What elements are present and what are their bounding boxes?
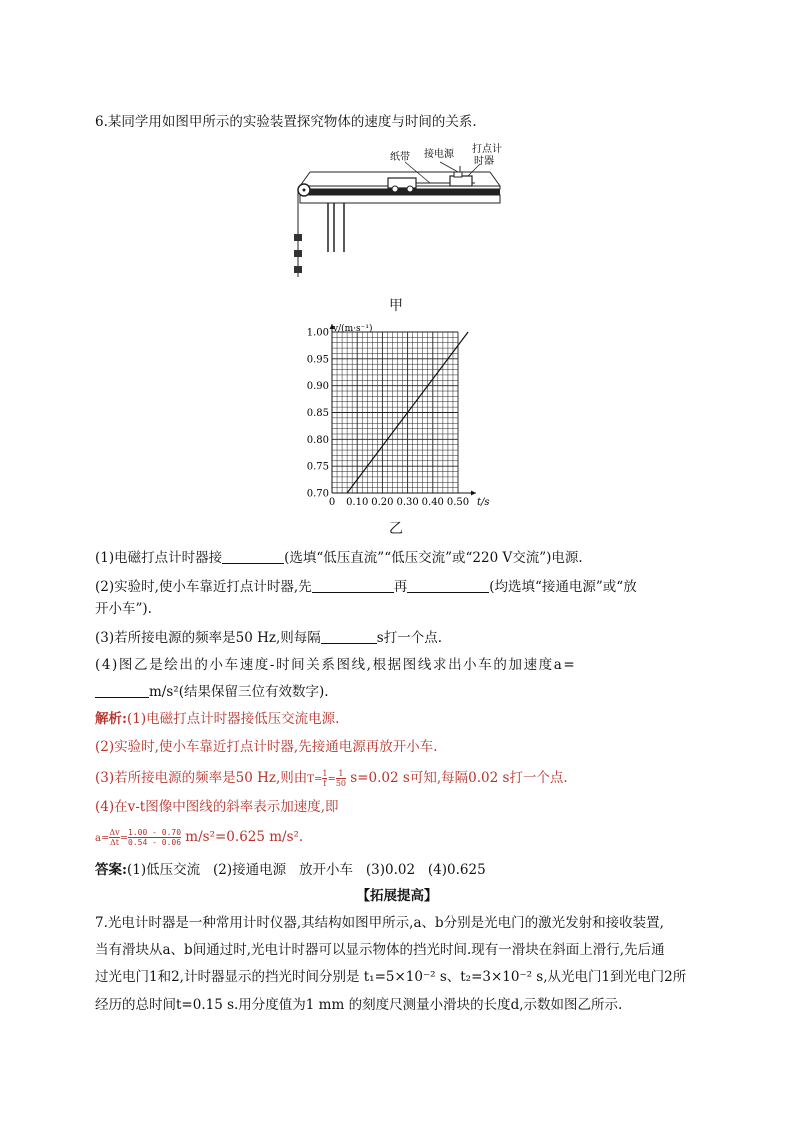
label-timer-2: 时器 — [474, 156, 494, 167]
y-tick-label: 0.75 — [306, 461, 329, 473]
x-tick-label: 0 — [328, 497, 336, 508]
analysis-2: (2)实验时,使小车靠近打点计时器,先接通电源再放开小车. — [95, 739, 438, 755]
y-tick-label: 0.95 — [306, 354, 329, 366]
question7-line4: 经历的总时间t=0.15 s.用分度值为1 mm 的刻度尺测量小滑块的长度d,示数如图乙所示. — [95, 997, 623, 1013]
track-board — [300, 189, 500, 195]
analysis-1: 解析:(1)电磁打点计时器接低压交流电源. — [95, 711, 340, 727]
x-tick-label: 0.10 — [346, 497, 369, 508]
x-axis-label: t/s — [477, 497, 490, 508]
label-power: 接电源 — [424, 149, 454, 160]
answer-line — [95, 864, 486, 878]
sub2: (2)实验时,使小车靠近打点计时器,先 再 (均选填“接通电源”或“放 — [95, 579, 637, 595]
blank-1[interactable] — [222, 551, 284, 564]
x-tick-label: 0.40 — [421, 497, 444, 508]
apparatus-figure — [290, 142, 510, 282]
blank-4[interactable] — [95, 685, 149, 698]
chart-axes — [330, 323, 490, 508]
fraction-dv-dt: $\frac{\Delta v}{\Delta t}$ — [109, 828, 120, 847]
label-tape: 纸带 — [390, 152, 410, 163]
fraction-1-over-f: $\frac{1}{f}$ — [322, 769, 328, 788]
question7-line3: 过光电门1和2,计时器显示的挡光时间分别是 t₁=5×10⁻² s、t₂=3×10⁻² s,从光电门1到光电门2所 — [95, 969, 687, 985]
y-tick-label: 0.80 — [306, 434, 329, 446]
x-axis-arrow — [471, 491, 476, 496]
fraction-values: $\frac{1.00 - 0.70}{0.54 - 0.06}$ — [128, 828, 182, 847]
answer-text: (1)低压交流 (2)接通电源 放开小车 (3)0.02 (4)0.625 — [126, 862, 486, 878]
x-tick-label: 0.30 — [396, 497, 419, 508]
question7-line2: 当有滑块从a、b间通过时,光电计时器可以显示物体的挡光时间.现有一滑块在斜面上滑行,先后通 — [95, 942, 665, 958]
x-tick-label: 0.50 — [446, 497, 470, 508]
x-tick-label: 0.20 — [371, 497, 394, 508]
sub4: (4)图乙是绘出的小车速度-时间关系图线,根据图线求出小车的加速度a= — [95, 657, 577, 673]
analysis-3: (3)若所接电源的频率是50 Hz,则由T= $\frac{1}{f}$ = $\frac{1}{50}$ s=0.02 s可知,每隔0.02 s打一个点. — [95, 769, 568, 788]
blank-2b[interactable] — [407, 580, 489, 593]
blank-3[interactable] — [321, 631, 377, 644]
y-tick-label: 1.00 — [306, 327, 329, 339]
caption-yi: 乙 — [389, 521, 403, 537]
caption-jia: 甲 — [389, 298, 403, 314]
vt-chart — [295, 318, 495, 513]
answer-label: 答案: — [95, 862, 127, 878]
sub2-cont: 开小车”). — [95, 601, 152, 617]
sub1: (1)电磁打点计时器接 (选填“低压直流”“低压交流”或“220 V交流”)电源. — [95, 550, 583, 566]
y-tick-label: 0.70 — [306, 488, 329, 500]
fraction-1-over-50: $\frac{1}{50}$ — [335, 769, 347, 788]
y-tick-label: 0.90 — [306, 381, 329, 393]
question7-line1: 7.光电计时器是一种常用计时仪器,其结构如图甲所示,a、b分别是光电门的激光发射和接收装置, — [95, 915, 664, 931]
analysis-label: 解析: — [95, 711, 127, 727]
blank-2a[interactable] — [312, 580, 394, 593]
sub3: (3)若所接电源的频率是50 Hz,则每隔 s打一个点. — [95, 630, 443, 646]
chart-grid — [332, 332, 458, 493]
y-axis-label: v/(m·s⁻¹) — [333, 324, 373, 334]
label-timer-1: 打点计 — [472, 144, 502, 155]
section-title: 【拓展提高】 — [356, 888, 438, 904]
sub4-cont: m/s²(结果保留三位有效数字). — [95, 685, 329, 700]
y-tick-label: 0.85 — [306, 408, 329, 419]
question6-stem: 6.某同学用如图甲所示的实验装置探究物体的速度与时间的关系. — [95, 114, 477, 130]
analysis-5: a= $\frac{\Delta v}{\Delta t}$ = $\frac{1.00 - 0.70}{0.54 - 0.06}$ m/s²=0.625 m/s². — [95, 828, 304, 847]
analysis-4: (4)在v-t图像中图线的斜率表示加速度,即 — [95, 799, 339, 815]
hanging-weights — [294, 234, 302, 273]
